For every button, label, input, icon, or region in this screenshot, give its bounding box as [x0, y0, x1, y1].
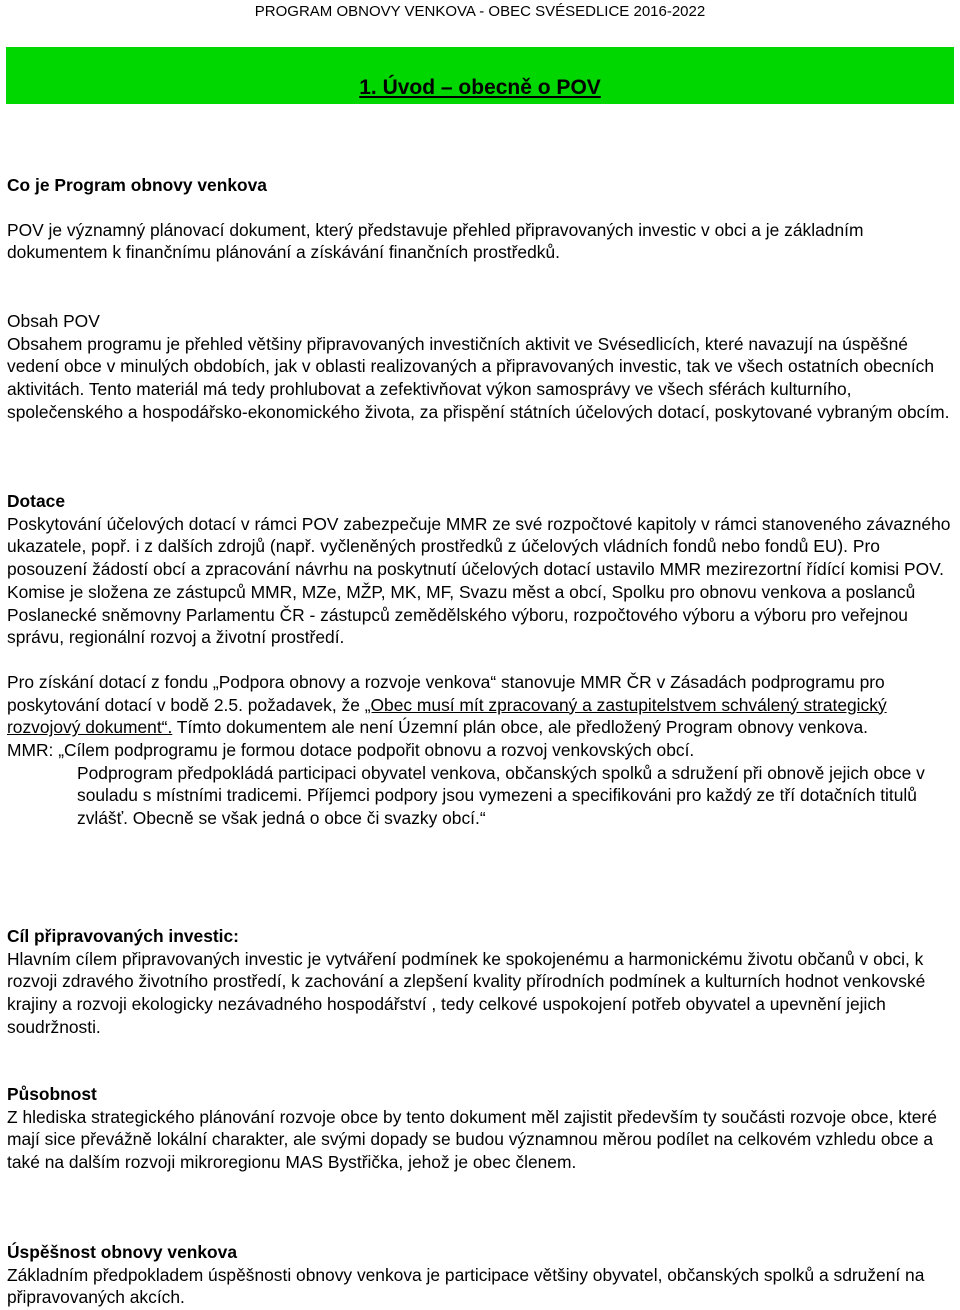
dotace-p2-before: Pro získání dotací z fondu „Podpora obnovy a rozvoje venkova“ stanovuje MMR ČR v Zásadách podprogramu pro poskytování dotací v bodě 2.5. požadavek, že: [7, 671, 885, 715]
dotace-mmr-indented: Podprogram předpokládá participaci obyvatel venkova, občanských spolků a sdružení při obnově jejich obce v souladu s místními tradicemi. Příjemci podpory jsou vymezeni a specifikováni pro každý ze tří dotačních titulů zvlášť. Obecně se však jedná o obce či svazky obcí.“: [77, 762, 925, 829]
section-heading: Cíl připravovaných investic:: [7, 926, 239, 946]
section-text: Obsahem programu je přehled většiny připravovaných investičních aktivit ve Svésedlicích, které navazují na úspěšné vedení obce v minulých obdobích, jak v oblasti realizovaných a připravovaných investic, tak ve všech ostatních obecních aktivitách. Tento materiál má tedy prohlubovat a zefektivňovat výkon samosprávy ve všech sférách kulturního, společenského a hospodářsko-ekonomického života, za přispění státních účelových dotací, poskytované vybraným obcím.: [7, 333, 950, 422]
section-text: Poskytování účelových dotací v rámci POV zabezpečuje MMR ze své rozpočtové kapitoly v rámci stanoveného závazného ukazatele, popř. i z dalších zdrojů (např. vyčleněných prostředků z účelových vládních fondů nebo fondů EU). Pro posouzení žádostí obcí a zpracování návrhu na poskytnutí účelových dotací ustavilo MMR mezirezortní řídící komisi POV. Komise je složena ze zástupců MMR, MZe, MŽP, MK, MF, Svazu měst a obcí, Spolku pro obnovu venkova a poslanců Poslanecké sněmovny Parlamentu ČR - zástupců zemědělského výboru, rozpočtového výboru a výboru pro veřejnou správu, regionální rozvoj a životní prostředí.: [7, 513, 951, 648]
chapter-title-bar: [6, 47, 954, 104]
running-header: PROGRAM OBNOVY VENKOVA - OBEC SVÉSEDLICE 2016-2022: [254, 3, 706, 20]
section-pusobnost: [7, 1083, 955, 1174]
section-uspesnost: [7, 1241, 955, 1309]
section-text: POV je významný plánovací dokument, který představuje přehled připravovaných investic v obci a je základním dokumentem k finančnímu plánování a získávání finančních prostředků.: [7, 219, 864, 263]
section-obsah: [7, 310, 955, 424]
chapter-title: 1. Úvod – obecně o POV: [359, 76, 601, 99]
section-text: Základním předpokladem úspěšnosti obnovy venkova je participace většiny obyvatel, občanských spolků a sdružení na připravovaných akcích.: [7, 1264, 925, 1308]
section-heading: Působnost: [7, 1084, 97, 1104]
section-heading: Dotace: [7, 491, 65, 511]
dotace-paragraph-2: [7, 671, 955, 739]
section-heading: Úspěšnost obnovy venkova: [7, 1242, 238, 1262]
section-heading: Co je Program obnovy venkova: [7, 175, 267, 195]
dotace-mmr-line: MMR: „Cílem podprogramu je formou dotace podpořit obnovu a rozvoj venkovských obcí.: [7, 740, 695, 761]
section-co-je: [7, 174, 955, 264]
section-text: Z hlediska strategického plánování rozvoje obce by tento dokument měl zajistit především ty součásti rozvoje obce, které mají sice převážně lokální charakter, ale svými dopady se budou významnou měrou podílet na celkovém vzhledu obce a také na dalším rozvoji mikroregionu MAS Bystřička, jehož je obec členem.: [7, 1106, 937, 1173]
dotace-requirement-quote: „Obec musí mít zpracovaný a zastupitelstvem schválený strategický rozvojový dokument“.: [7, 694, 887, 738]
section-heading: Obsah POV: [7, 311, 100, 331]
section-cil: [7, 925, 955, 1039]
dotace-p2-after: Tímto dokumentem ale není Územní plán obce, ale předložený Program obnovy venkova.: [172, 717, 868, 738]
section-text: Hlavním cílem připravovaných investic je vytváření podmínek ke spokojenému a harmonickému životu občanů v obci, k rozvoji zdravého životního prostředí, k zachování a zlepšení kvality přírodních podmínek a kulturních hodnot venkovské krajiny a rozvoji ekologicky nezávadného hospodářství , tedy celkové uspokojení potřeb obyvatel a upevnění jejich soudržnosti.: [7, 948, 926, 1037]
section-dotace: [7, 490, 955, 830]
